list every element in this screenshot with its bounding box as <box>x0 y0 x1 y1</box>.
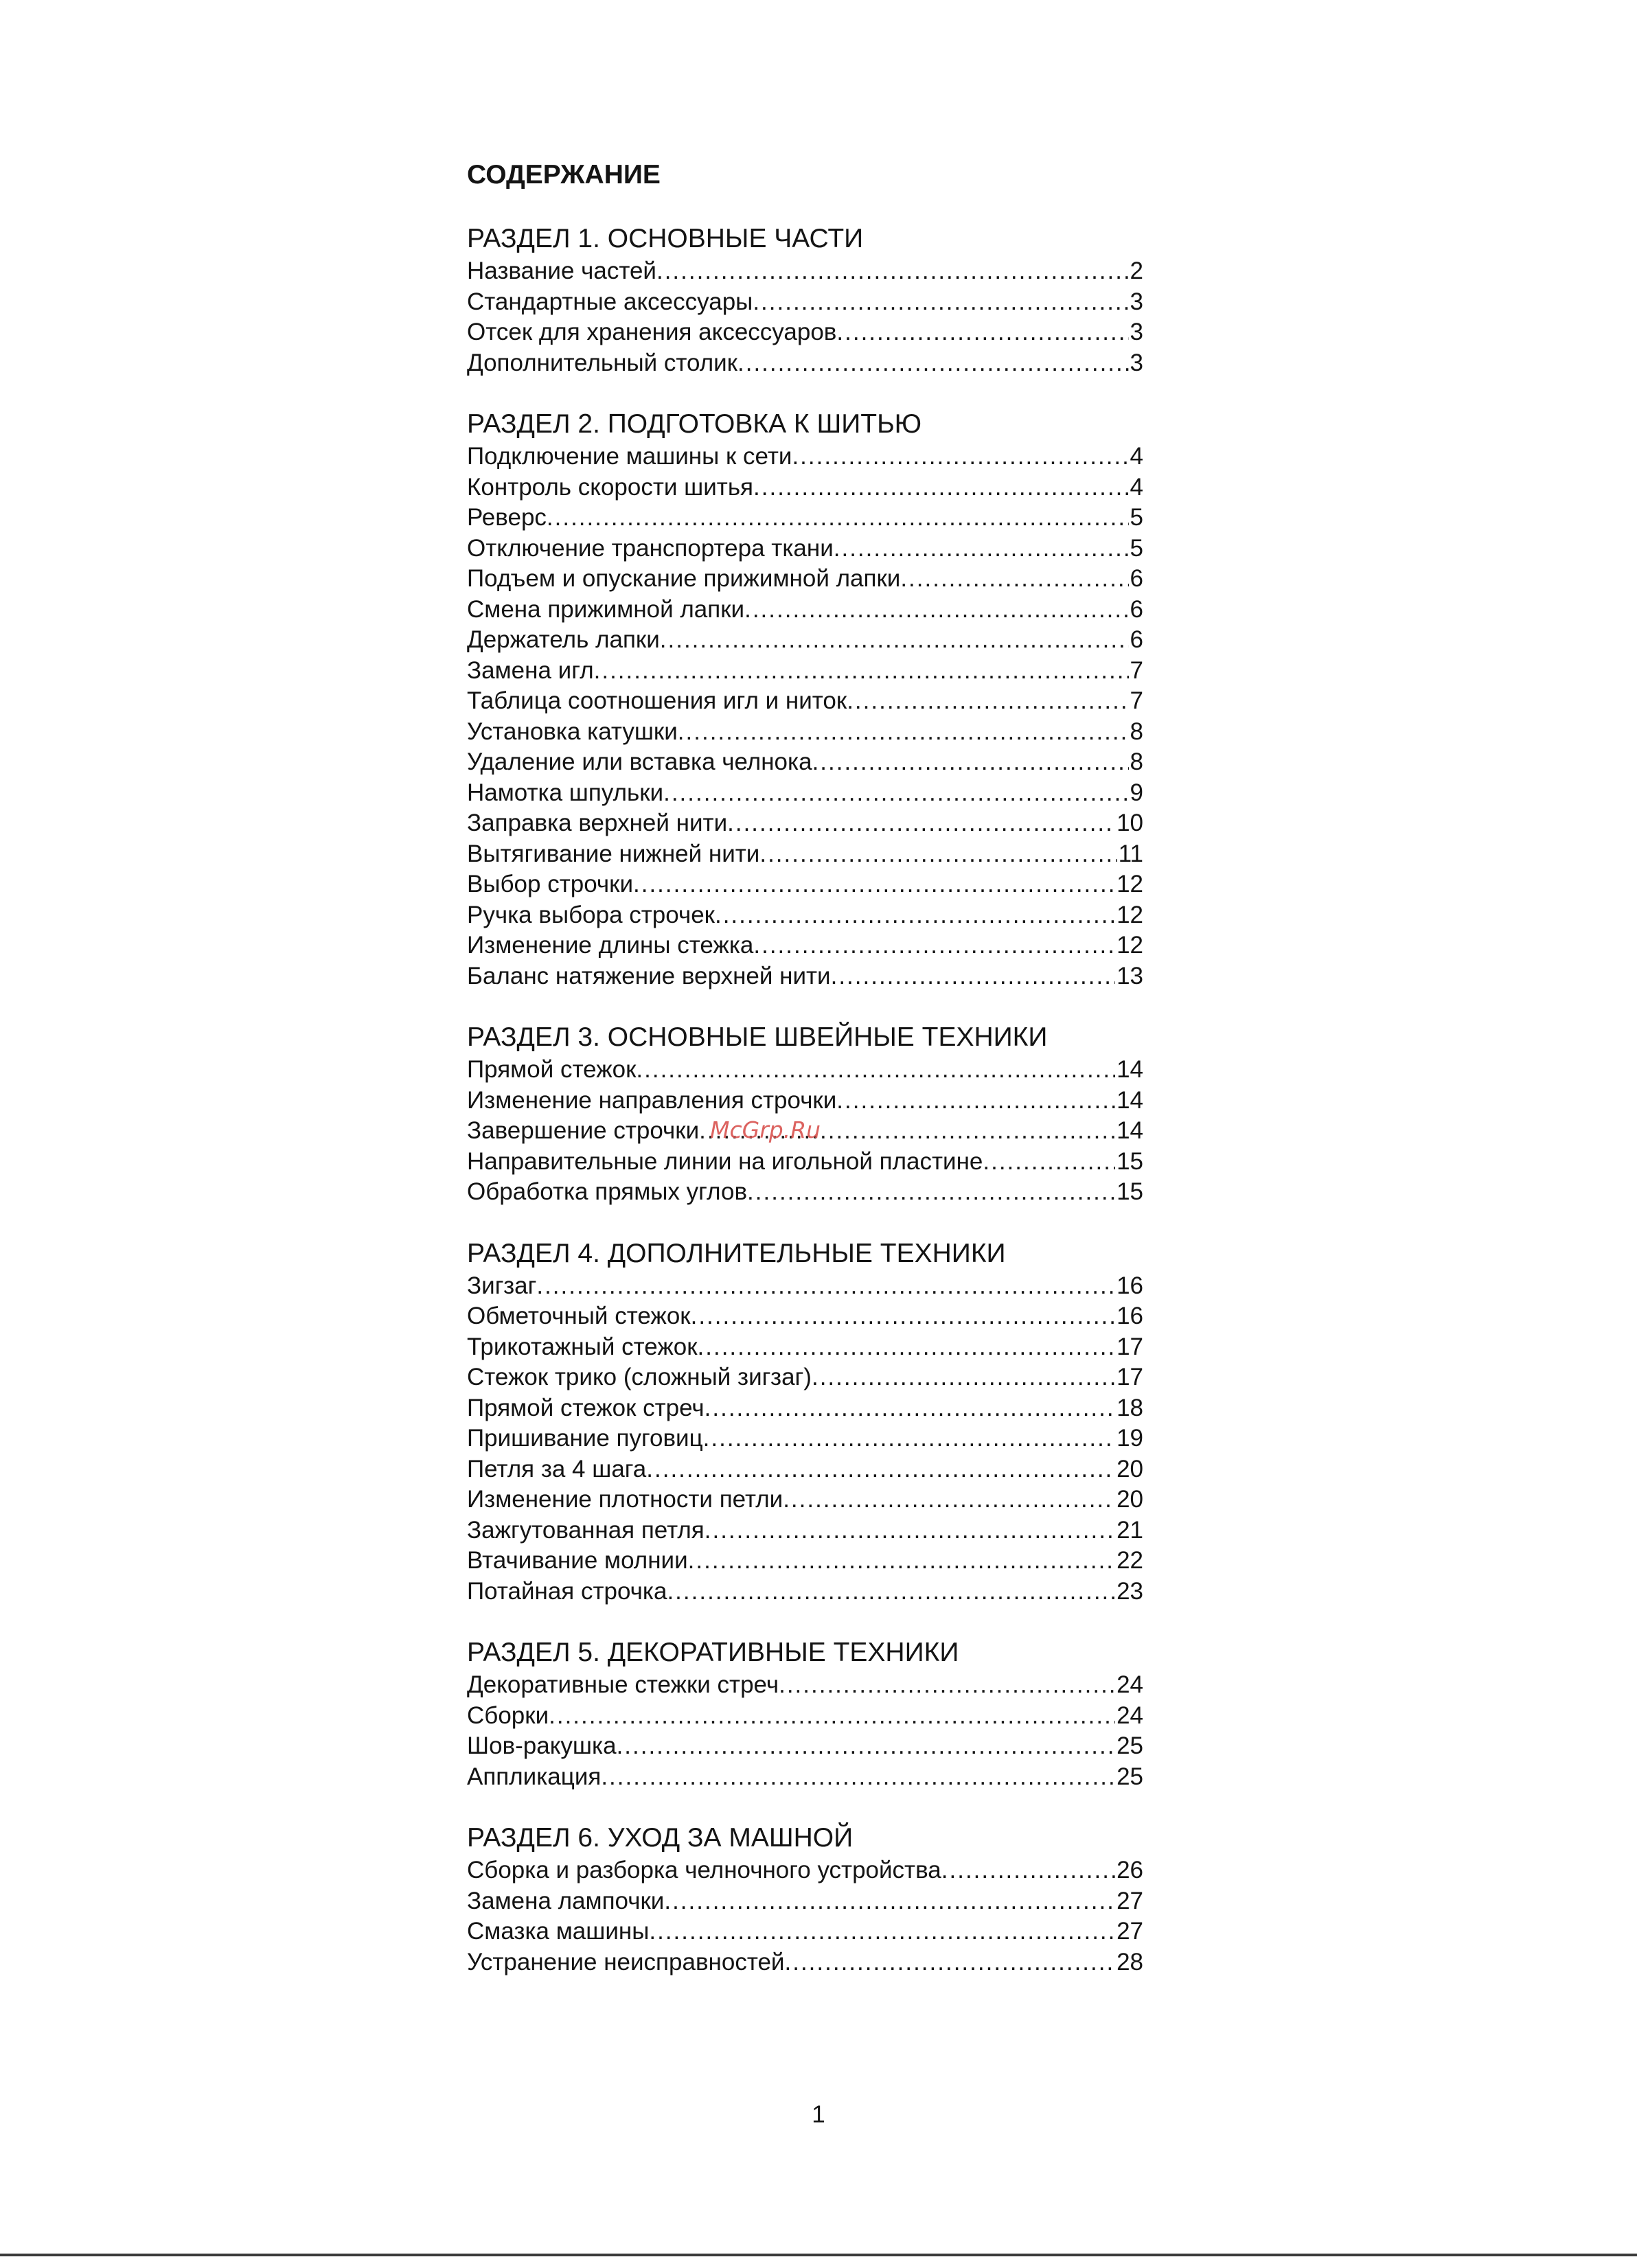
toc-entry <box>467 869 1143 900</box>
toc-entry <box>467 1332 1143 1363</box>
dot-leader <box>705 1515 1115 1546</box>
toc-entry-title: Вытягивание нижней нити <box>467 840 760 867</box>
toc-entry-page: 7 <box>1130 656 1143 684</box>
toc-entry-page: 3 <box>1130 319 1143 345</box>
toc-entry-page: 24 <box>1117 1702 1143 1729</box>
toc-entry-title: Устранение неисправностей <box>467 1948 785 1975</box>
toc-entry-title: Прямой стежок <box>467 1056 637 1083</box>
toc-entry-title: Название частей <box>467 257 656 284</box>
dot-leader <box>900 564 1128 595</box>
toc-entry-page: 12 <box>1117 871 1143 897</box>
toc-entry <box>467 1393 1143 1424</box>
dot-leader <box>779 1670 1115 1701</box>
section-title: РАЗДЕЛ 3. ОСНОВНЫЕ ШВЕЙНЫЕ ТЕХНИКИ <box>467 1022 1048 1052</box>
toc-entry-title: Изменение направления строчки <box>467 1086 837 1114</box>
toc-entry <box>467 442 1143 472</box>
dot-leader <box>667 1577 1115 1607</box>
toc-entry-title: Подключение машины к сети <box>467 443 792 470</box>
dot-leader <box>715 900 1115 931</box>
toc-entry-page: 15 <box>1117 1178 1143 1205</box>
toc-section <box>467 407 1143 992</box>
dot-leader <box>691 1301 1115 1332</box>
section-title: РАЗДЕЛ 4. ДОПОЛНИТЕЛЬНЫЕ ТЕХНИКИ <box>467 1238 1006 1268</box>
toc-entry-title: Замена игл <box>467 656 594 684</box>
toc-entry-page: 3 <box>1130 349 1143 376</box>
toc-section <box>467 1020 1143 1208</box>
toc-entry-title: Держатель лапки <box>467 626 660 653</box>
toc-entry-page: 25 <box>1117 1732 1143 1759</box>
dot-leader <box>744 595 1128 626</box>
dot-leader <box>688 1546 1115 1577</box>
toc-entry-title: Удаление или вставка челнока <box>467 748 812 775</box>
toc-entry-title: Зигзаг <box>467 1272 537 1299</box>
toc-entry-page: 24 <box>1117 1671 1143 1698</box>
toc-entry-title: Сборка и разборка челночного устройства <box>467 1857 941 1883</box>
page-number: 1 <box>812 2101 825 2128</box>
toc-entry-title: Обработка прямых углов <box>467 1178 748 1205</box>
toc-entry <box>467 1701 1143 1732</box>
toc-entry-page: 5 <box>1130 504 1143 531</box>
dot-leader <box>753 287 1128 318</box>
toc-entry-page: 22 <box>1117 1547 1143 1574</box>
toc-entry <box>467 1055 1143 1086</box>
toc-entry-page: 6 <box>1130 626 1143 653</box>
toc-entry-title: Ручка выбора строчек <box>467 901 715 928</box>
toc-entry-title: Контроль скорости шитья <box>467 473 754 501</box>
dot-leader <box>705 1393 1115 1424</box>
toc-entry-page: 2 <box>1130 257 1143 284</box>
toc-entry <box>467 1301 1143 1332</box>
toc-entry-title: Прямой стежок стреч <box>467 1394 705 1421</box>
toc-entry <box>467 317 1143 348</box>
dot-leader <box>663 778 1128 809</box>
toc-entry <box>467 503 1143 534</box>
dot-leader <box>941 1855 1115 1886</box>
bottom-scan-edge <box>0 2254 1637 2256</box>
toc-entry-page: 16 <box>1117 1303 1143 1329</box>
toc-entry-title: Заправка верхней нити <box>467 810 728 836</box>
toc-entry-title: Реверс <box>467 504 547 531</box>
dot-leader <box>660 625 1129 656</box>
dot-leader <box>836 317 1128 348</box>
dot-leader <box>678 717 1129 748</box>
toc-entry-title: Аппликация <box>467 1763 602 1790</box>
toc-entry <box>467 564 1143 595</box>
toc-entry <box>467 1147 1143 1178</box>
toc-entry <box>467 1177 1143 1208</box>
toc-entry-page: 25 <box>1117 1763 1143 1790</box>
toc-entry <box>467 747 1143 778</box>
dot-leader <box>747 1177 1115 1208</box>
toc-entry-title: Таблица соотношения игл и ниток <box>467 687 847 714</box>
toc-section <box>467 1636 1143 1792</box>
toc-entry-page: 23 <box>1117 1577 1143 1605</box>
toc-entry <box>467 778 1143 809</box>
toc-entry-title: Выбор строчки <box>467 871 633 897</box>
toc-entry <box>467 900 1143 931</box>
toc-entry-page: 17 <box>1117 1333 1143 1360</box>
toc-entry-page: 20 <box>1117 1455 1143 1482</box>
toc-entry <box>467 1916 1143 1947</box>
toc-entry <box>467 1947 1143 1978</box>
toc-sections <box>467 222 1143 1978</box>
toc-entry-title: Отключение транспортера ткани <box>467 534 834 562</box>
toc-entry <box>467 472 1143 503</box>
toc-entry-page: 16 <box>1117 1272 1143 1299</box>
watermark: McGrp.Ru <box>710 1116 821 1143</box>
toc-entry-page: 6 <box>1130 565 1143 592</box>
toc-entry-page: 18 <box>1117 1394 1143 1421</box>
toc-entry-page: 11 <box>1118 840 1143 867</box>
toc-entry <box>467 1546 1143 1577</box>
toc-entry-page: 14 <box>1117 1086 1143 1114</box>
toc-entry <box>467 1271 1143 1302</box>
toc-entry <box>467 1731 1143 1762</box>
toc-entry-page: 7 <box>1130 687 1143 714</box>
section-title: РАЗДЕЛ 1. ОСНОВНЫЕ ЧАСТИ <box>467 224 864 253</box>
toc-entry-page: 3 <box>1130 288 1143 315</box>
toc-entry-page: 10 <box>1117 810 1143 836</box>
toc-entry-title: Шов-ракушка <box>467 1732 617 1759</box>
toc-section <box>467 222 1143 378</box>
dot-leader <box>536 1271 1115 1302</box>
dot-leader <box>646 1454 1115 1485</box>
dot-leader <box>792 442 1128 472</box>
toc-entry-page: 9 <box>1130 779 1143 806</box>
toc-entry-page: 26 <box>1117 1857 1143 1883</box>
dot-leader <box>547 503 1129 534</box>
toc-entry-title: Подъем и опускание прижимной лапки <box>467 565 901 592</box>
toc-entry-page: 28 <box>1117 1948 1143 1975</box>
toc-entry <box>467 1454 1143 1485</box>
toc-entry-title: Отсек для хранения аксессуаров <box>467 319 837 345</box>
dot-leader <box>703 1423 1115 1454</box>
toc-entry <box>467 717 1143 748</box>
toc-entry-page: 12 <box>1117 901 1143 928</box>
dot-leader <box>737 348 1129 379</box>
toc-entry-page: 15 <box>1117 1147 1143 1175</box>
toc-entry-page: 14 <box>1117 1117 1143 1144</box>
dot-leader <box>753 930 1115 961</box>
dot-leader <box>698 1332 1116 1363</box>
toc-entry-title: Декоративные стежки стреч <box>467 1671 779 1698</box>
dot-leader <box>633 869 1115 900</box>
table-of-contents <box>467 154 1143 2006</box>
toc-entry-page: 13 <box>1117 962 1143 989</box>
toc-entry <box>467 1362 1143 1393</box>
toc-entry-page: 12 <box>1117 932 1143 959</box>
section-title: РАЗДЕЛ 5. ДЕКОРАТИВНЫЕ ТЕХНИКИ <box>467 1638 959 1667</box>
toc-entry-title: Обметочный стежок <box>467 1303 691 1329</box>
toc-entry <box>467 595 1143 626</box>
toc-entry-title: Стежок трико (сложный зигзаг) <box>467 1364 812 1390</box>
toc-heading: СОДЕРЖАНИЕ <box>467 160 661 190</box>
toc-entry-title: Потайная строчка <box>467 1577 667 1605</box>
dot-leader <box>617 1731 1116 1762</box>
dot-leader <box>785 1947 1116 1978</box>
dot-leader <box>983 1147 1115 1178</box>
toc-entry <box>467 1577 1143 1607</box>
toc-entry <box>467 625 1143 656</box>
toc-entry-title: Установка катушки <box>467 718 678 745</box>
toc-entry <box>467 656 1143 687</box>
toc-entry-page: 17 <box>1117 1364 1143 1390</box>
toc-entry-title: Изменение длины стежка <box>467 932 754 959</box>
toc-entry-page: 4 <box>1130 473 1143 501</box>
toc-entry-title: Петля за 4 шага <box>467 1455 647 1482</box>
dot-leader <box>594 656 1129 687</box>
toc-entry-page: 5 <box>1130 534 1143 562</box>
toc-section <box>467 1821 1143 1978</box>
dot-leader <box>847 686 1128 717</box>
toc-entry <box>467 1886 1143 1917</box>
section-title: РАЗДЕЛ 2. ПОДГОТОВКА К ШИТЬЮ <box>467 409 922 439</box>
toc-section <box>467 1237 1143 1607</box>
toc-entry <box>467 686 1143 717</box>
section-title: РАЗДЕЛ 6. УХОД ЗА МАШНОЙ <box>467 1823 854 1853</box>
toc-entry <box>467 256 1143 287</box>
toc-entry-page: 8 <box>1130 718 1143 745</box>
dot-leader <box>783 1485 1115 1515</box>
toc-entry <box>467 1762 1143 1793</box>
dot-leader <box>649 1916 1115 1947</box>
toc-entry-title: Пришивание пуговиц <box>467 1425 703 1452</box>
toc-entry-title: Зажгутованная петля <box>467 1516 705 1544</box>
toc-entry-page: 20 <box>1117 1486 1143 1513</box>
toc-entry <box>467 1485 1143 1515</box>
toc-entry-title: Изменение плотности петли <box>467 1486 783 1513</box>
toc-entry <box>467 961 1143 992</box>
toc-entry-page: 27 <box>1117 1887 1143 1914</box>
dot-leader <box>753 472 1129 503</box>
dot-leader <box>759 839 1117 870</box>
dot-leader <box>812 747 1129 778</box>
toc-entry-title: Замена лампочки <box>467 1887 665 1914</box>
toc-entry-title: Дополнительный столик <box>467 349 737 376</box>
toc-entry-title: Смазка машины <box>467 1918 650 1945</box>
toc-entry-title: Смена прижимной лапки <box>467 595 745 623</box>
toc-entry-page: 4 <box>1130 443 1143 470</box>
dot-leader <box>601 1762 1115 1793</box>
dot-leader <box>836 1086 1115 1116</box>
toc-entry-page: 19 <box>1117 1425 1143 1452</box>
dot-leader <box>656 256 1129 287</box>
toc-entry-title: Завершение строчки <box>467 1117 700 1144</box>
dot-leader <box>636 1055 1115 1086</box>
toc-entry <box>467 1423 1143 1454</box>
toc-entry <box>467 1086 1143 1116</box>
toc-entry <box>467 348 1143 379</box>
toc-entry <box>467 534 1143 564</box>
toc-entry-page: 14 <box>1117 1056 1143 1083</box>
toc-entry-page: 6 <box>1130 595 1143 623</box>
toc-entry <box>467 1670 1143 1701</box>
toc-entry-title: Намотка шпульки <box>467 779 664 806</box>
dot-leader <box>664 1886 1115 1917</box>
toc-entry <box>467 1855 1143 1886</box>
toc-entry <box>467 808 1143 839</box>
toc-entry-title: Баланс натяжение верхней нити <box>467 962 831 989</box>
dot-leader <box>834 534 1129 564</box>
toc-entry <box>467 287 1143 318</box>
toc-entry-page: 8 <box>1130 748 1143 775</box>
toc-entry <box>467 839 1143 870</box>
toc-entry-title: Трикотажный стежок <box>467 1333 698 1360</box>
dot-leader <box>549 1701 1115 1732</box>
toc-entry-title: Направительные линии на игольной пластине <box>467 1147 983 1175</box>
toc-entry <box>467 930 1143 961</box>
toc-entry-title: Сборки <box>467 1702 549 1729</box>
toc-entry-page: 21 <box>1117 1516 1143 1544</box>
toc-entry <box>467 1515 1143 1546</box>
toc-entry-page: 27 <box>1117 1918 1143 1945</box>
dot-leader <box>812 1362 1115 1393</box>
toc-entry-title: Втачивание молнии <box>467 1547 688 1574</box>
toc-entry-title: Стандартные аксессуары <box>467 288 753 315</box>
dot-leader <box>727 808 1115 839</box>
dot-leader <box>831 961 1115 992</box>
